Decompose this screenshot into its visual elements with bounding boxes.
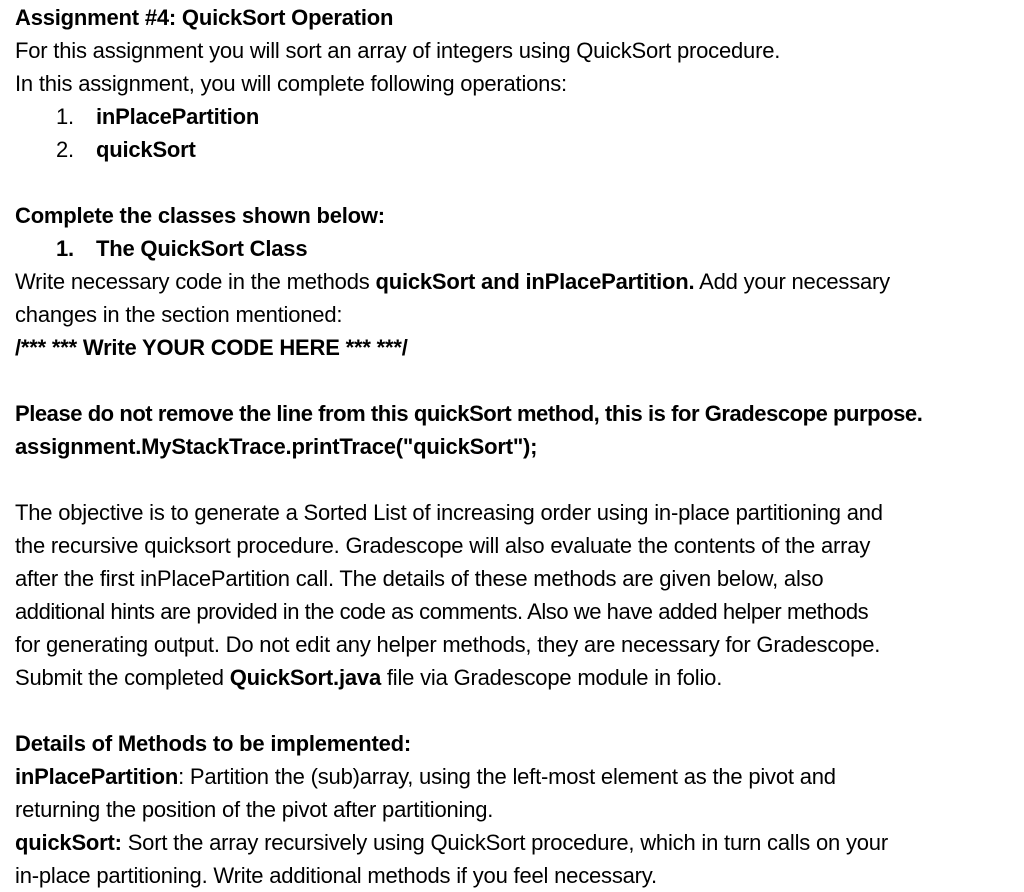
class-desc-line-1 — [15, 265, 1024, 298]
submit-line — [15, 661, 1024, 694]
document-title: Assignment #4: QuickSort Operation — [15, 5, 394, 30]
partition-desc: : Partition the (sub)array, using the left-most element as the pivot and — [178, 764, 836, 789]
operation-name: inPlacePartition — [96, 104, 260, 129]
class-desc-pre: Write necessary code in the methods — [15, 269, 376, 294]
submit-pre: Submit the completed — [15, 665, 230, 690]
intro-line-2: In this assignment, you will complete following operations: — [15, 71, 567, 96]
intro-line-1: For this assignment you will sort an array of integers using QuickSort procedure. — [15, 38, 781, 63]
spacer — [15, 364, 1024, 397]
submit-post: file via Gradescope module in folio. — [380, 665, 723, 690]
partition-method-name: inPlacePartition — [15, 764, 179, 789]
submit-ext: .java — [333, 665, 381, 690]
partition-line-2: returning the position of the pivot after partitioning. — [15, 797, 494, 822]
class-desc-post: Add your necessary — [694, 269, 890, 294]
operation-number: 1. — [56, 104, 74, 129]
operation-item-2 — [15, 133, 1024, 166]
quicksort-line-2: in-place partitioning. Write additional methods if you feel necessary. — [15, 863, 657, 888]
quicksort-desc: Sort the array recursively using QuickSort procedure, which in turn calls on your — [121, 830, 888, 855]
objective-line-4: additional hints are provided in the code as comments. Also we have added helper methods — [15, 599, 869, 624]
warning-line: Please do not remove the line from this quickSort method, this is for Gradescope purpose. — [15, 401, 923, 426]
warning-code: assignment.MyStackTrace.printTrace("quickSort"); — [15, 434, 538, 459]
details-heading: Details of Methods to be implemented: — [15, 731, 411, 756]
objective-line-1: The objective is to generate a Sorted List of increasing order using in-place partitioning and — [15, 500, 883, 525]
spacer — [15, 694, 1024, 727]
objective-line-2: the recursive quicksort procedure. Gradescope will also evaluate the contents of the array — [15, 533, 871, 558]
partition-line-1 — [15, 760, 1024, 793]
submit-file: QuickSort — [229, 665, 334, 690]
objective-line-3: after the first inPlacePartition call. The details of these methods are given below, also — [15, 566, 824, 591]
quicksort-method-name: quickSort: — [15, 830, 122, 855]
class-desc-line-2: changes in the section mentioned: — [15, 302, 343, 327]
spacer — [15, 463, 1024, 496]
spacer — [15, 166, 1024, 199]
class-desc-methods: quickSort and inPlacePartition. — [375, 269, 695, 294]
quicksort-line-1 — [15, 826, 1024, 859]
objective-line-5: for generating output. Do not edit any helper methods, they are necessary for Gradescope. — [15, 632, 881, 657]
class-name: The QuickSort Class — [96, 236, 308, 261]
code-marker: /*** *** Write YOUR CODE HERE *** ***/ — [15, 335, 408, 360]
classes-heading: Complete the classes shown below: — [15, 203, 385, 228]
class-number: 1. — [56, 236, 74, 261]
operation-name: quickSort — [96, 137, 196, 162]
operation-number: 2. — [56, 137, 74, 162]
operation-item-1 — [15, 100, 1024, 133]
class-item-1 — [15, 232, 1024, 265]
